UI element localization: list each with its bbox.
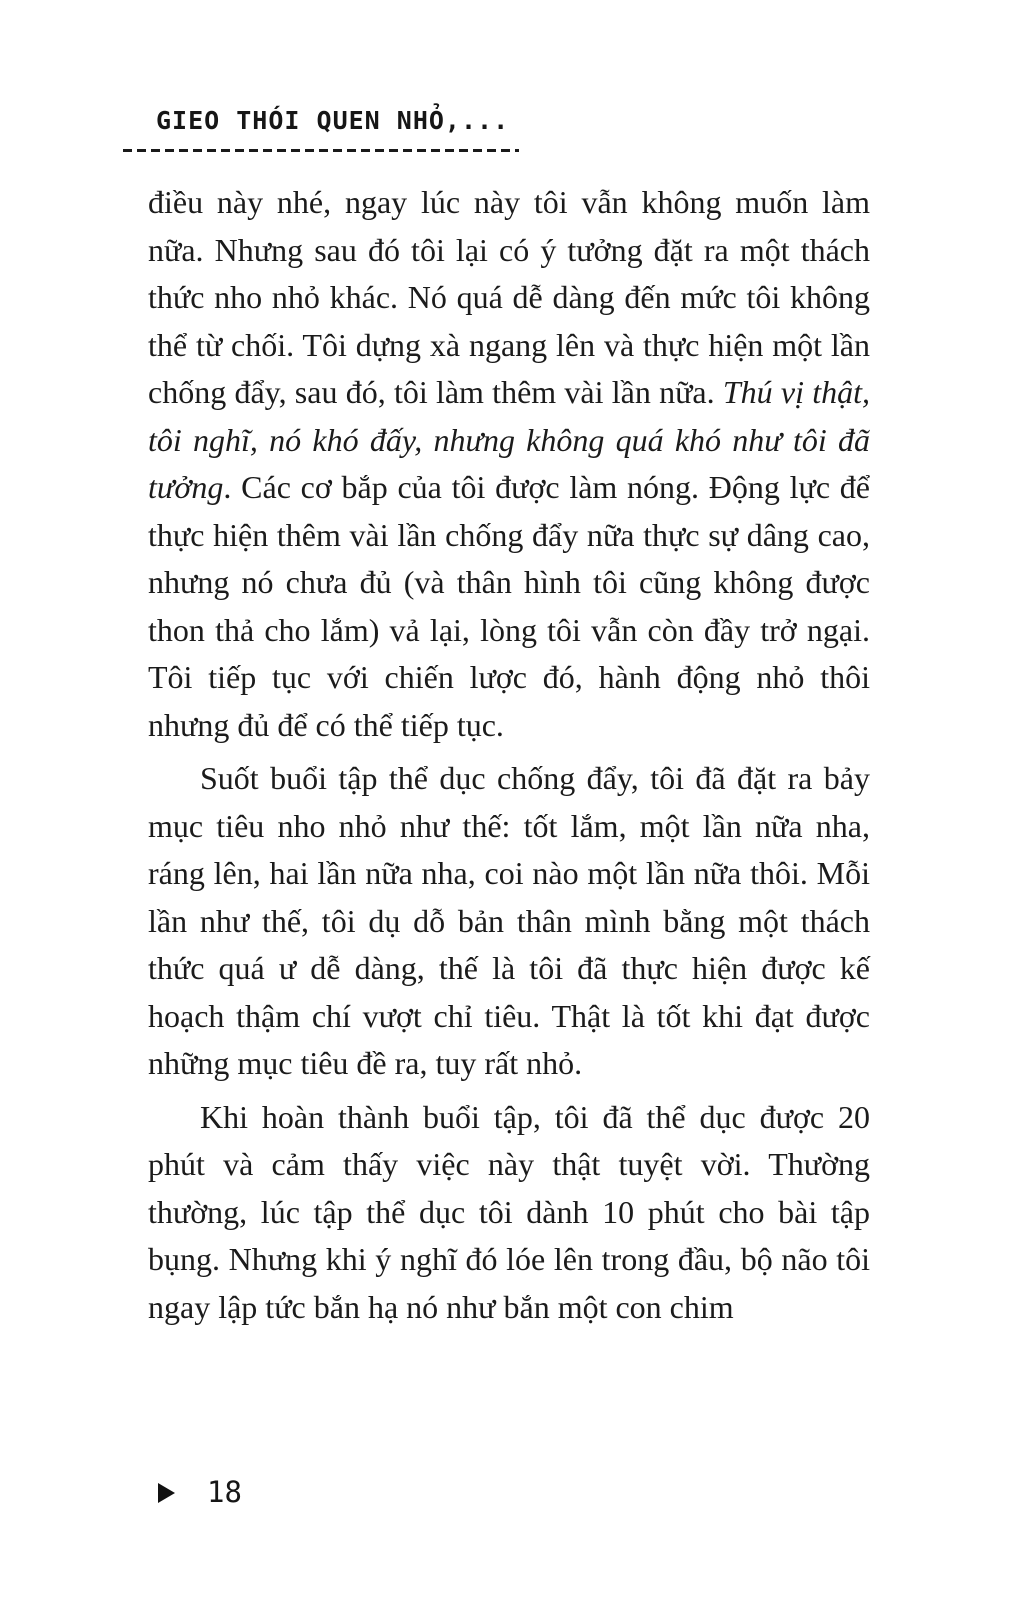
page-body [148, 179, 870, 1331]
page-number: 18 [207, 1475, 242, 1509]
text-segment: Khi hoàn thành buổi tập, tôi đã thể dục được 20 phút và cảm thấy việc này thật tuyệt vời. Thường thường, lúc tập thể dục tôi dành 10 phút cho bài tập bụng. Nhưng khi ý nghĩ đó lóe lên trong đầu, bộ não tôi ngay lập tức bắn hạ nó như bắn một con chim [148, 1098, 870, 1325]
paragraph [148, 179, 870, 749]
italic-text-segment: Thú vị thật, tôi nghĩ, nó khó đấy, nhưng không quá khó như tôi đã tưởng [148, 374, 871, 505]
running-header: GIEO THÓI QUEN NHỎ,... [156, 106, 510, 135]
paragraph [148, 755, 870, 1088]
text-segment: Suốt buổi tập thể dục chống đẩy, tôi đã đặt ra bảy mục tiêu nho nhỏ như thế: tốt lắm, một lần nữa nha, ráng lên, hai lần nữa nha, coi nào một lần nữa thôi. Mỗi lần như thế, tôi dụ dỗ bản thân mình bằng một thách thức quá ư dễ dàng, thế là tôi đã thực hiện được kế hoạch thậm chí vượt chỉ tiêu. Thật là tốt khi đạt được những mục tiêu đề ra, tuy rất nhỏ. [148, 760, 870, 1081]
page-footer [158, 1475, 242, 1509]
dashed-divider [123, 149, 519, 152]
triangle-right-icon [158, 1483, 175, 1503]
text-segment: . Các cơ bắp của tôi được làm nóng. Động lực để thực hiện thêm vài lần chống đẩy nữa thực sự dâng cao, nhưng nó chưa đủ (và thân hình tôi cũng không được thon thả cho lắm) vả lại, lòng tôi vẫn còn đầy trở ngại. Tôi tiếp tục với chiến lược đó, hành động nhỏ thôi nhưng đủ để có thể tiếp tục. [148, 469, 870, 743]
text-segment: điều này nhé, ngay lúc này tôi vẫn không muốn làm nữa. Nhưng sau đó tôi lại có ý tưởng đặt ra một thách thức nho nhỏ khác. Nó quá dễ dàng đến mức tôi không thể từ chối. Tôi dựng xà ngang lên và thực hiện một lần chống đẩy, sau đó, tôi làm thêm vài lần nữa. [148, 184, 870, 410]
paragraph [148, 1094, 870, 1332]
